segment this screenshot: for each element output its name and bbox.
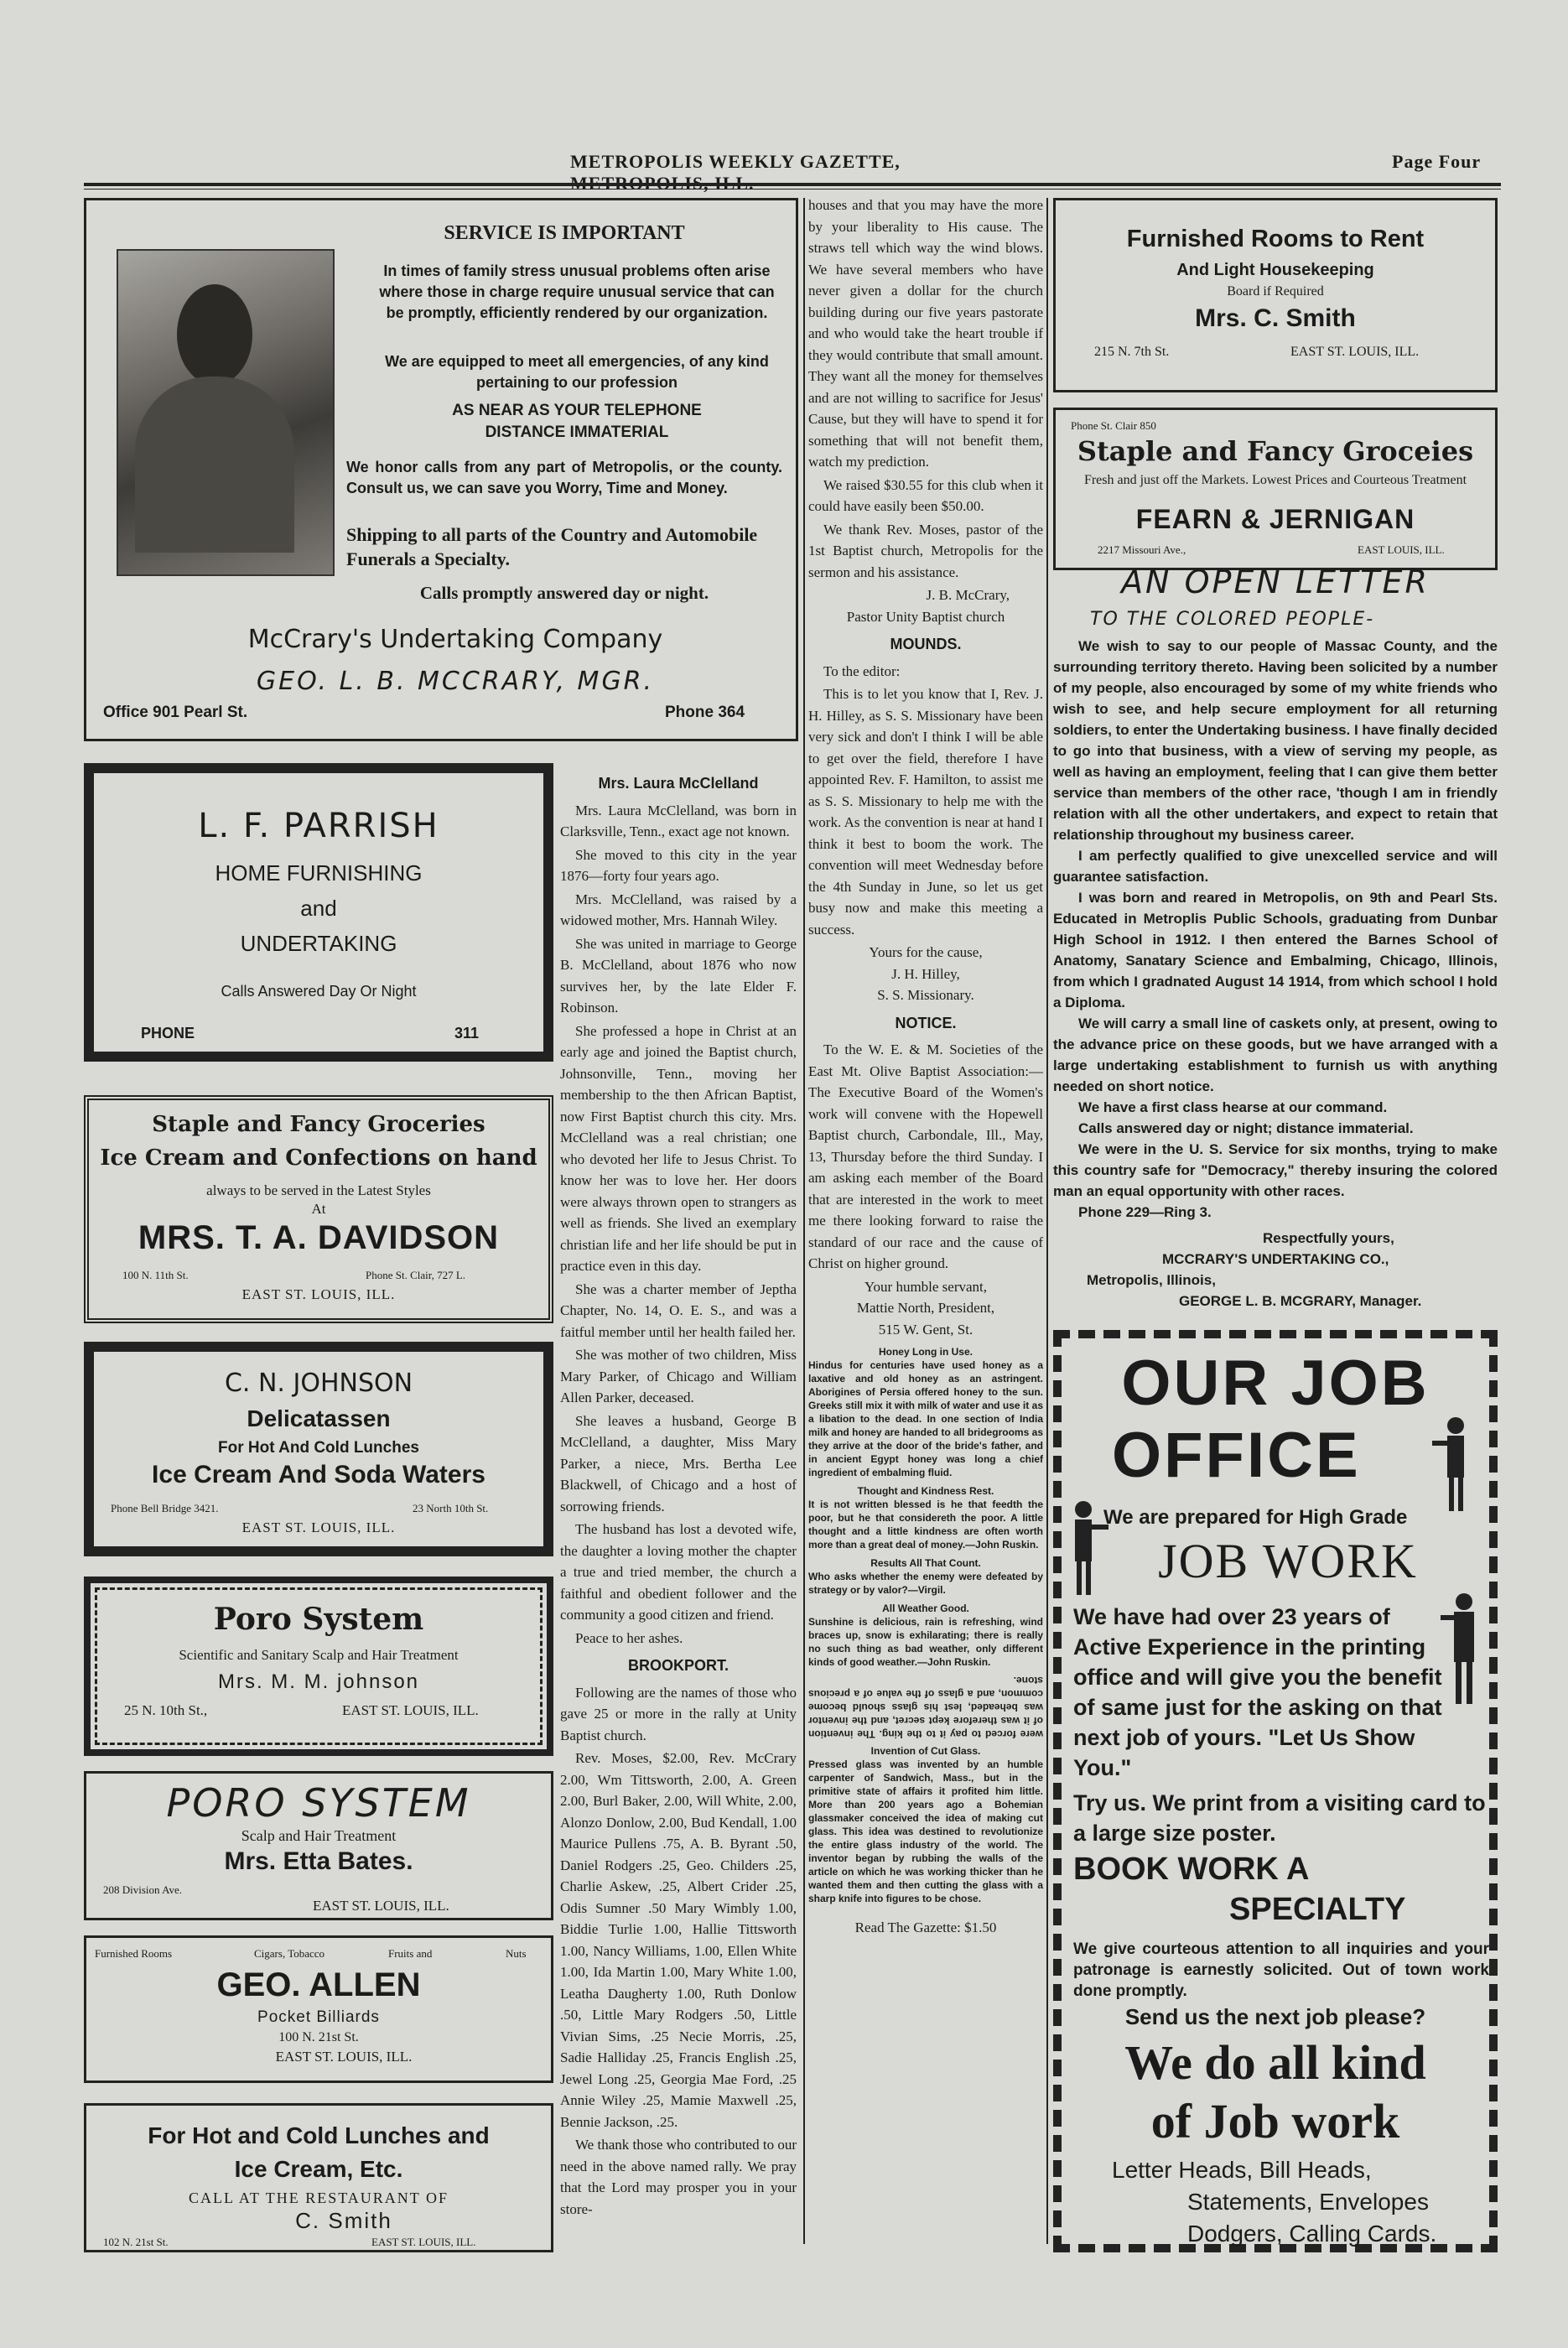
mccrary-company: McCrary's Undertaking Company xyxy=(247,625,663,654)
letter-salutation: TO THE COLORED PEOPLE- xyxy=(1090,609,1375,630)
results-heading: Results All That Count. xyxy=(870,1557,981,1569)
fearn-phone: Phone St. Clair 850 xyxy=(1071,419,1156,432)
mccrary-text-1: In times of family stress unusual problems often arise where those in charge require unusual service that can be promptly, efficiently rendered by our organization. xyxy=(379,262,775,321)
obituary-para: The husband has lost a devoted wife, the daughter a loving mother the chapter a true and tried member, the church a faithful and obedient follower and the community a good citizen and friend. xyxy=(560,1521,797,1623)
smith-rest-line-2: Ice Cream, Etc. xyxy=(234,2156,403,2182)
parrish-phone: 311 xyxy=(454,1025,480,1042)
letter-para: We wish to say to our people of Massac County, and the surrounding territory thereto. Having been solicited by a number of my people, also encouraged by some of my white friends who wish to see, and help secure employment for all returning soldiers, to enter the Undertaking business. I have finally decided to go into that business, with a view of serving my people, as well as having an employment, feeling that I can give them better service than members of the other race, 'though I am in friendly relation with all the other undertakers, and expect to retain that relationship throughout my business career. xyxy=(1053,638,1498,843)
letter-para: We will carry a small line of caskets only, at present, owing to the advance price on these goods, but we have arranged with a large undertaking establishment to furnish us with anything needed on short notice. xyxy=(1053,1016,1498,1094)
pointing-man-icon xyxy=(1439,1590,1489,1707)
poro2-city: EAST ST. LOUIS, ILL. xyxy=(313,1898,449,1914)
poro-ad-1 xyxy=(84,1577,553,1756)
allen-top-2: Cigars, Tobacco xyxy=(254,1947,325,1960)
masthead: METROPOLIS WEEKLY GAZETTE, xyxy=(570,151,901,172)
poro2-address: 208 Division Ave. xyxy=(103,1883,183,1896)
poro2-title: PORO SYSTEM xyxy=(166,1780,471,1826)
col3-signature: Your humble servant, xyxy=(864,1278,988,1295)
rooms-ad xyxy=(1053,198,1498,392)
thought-text: It is not written blessed is he that feedth the poor, but he that considereth the poor. A little thought and a little kindness are often worth more than a great deal of money.—John Ruskin. xyxy=(808,1499,1043,1551)
col3-signature: Yours for the cause, xyxy=(869,944,983,960)
job-office-ad xyxy=(1053,1330,1498,2252)
parrish-phone-label: PHONE xyxy=(141,1025,195,1042)
poro1-name: Mrs. M. M. johnson xyxy=(217,1670,420,1693)
open-letter-body xyxy=(1053,636,1498,1312)
job-line-7: BOOK WORK A xyxy=(1073,1852,1310,1887)
letter-closing: GEORGE L. B. MCGRARY, Manager. xyxy=(1179,1293,1422,1309)
davidson-phone: Phone St. Clair, 727 L. xyxy=(366,1269,466,1281)
inverted-text: were forced to pay it to the king. The invention of it was therefore kept secret, and the inventor was beheaded, lest his glass should become common, and a glass of the value of a precious stone. xyxy=(808,1675,1043,1740)
mccrary-title: SERVICE IS IMPORTANT xyxy=(444,222,685,244)
mccrary-text-6: Shipping to all parts of the Country and Automobile Funerals a Specialty. xyxy=(346,524,758,569)
rooms-line-1: Furnished Rooms to Rent xyxy=(1126,226,1425,252)
poro1-city: EAST ST. LOUIS, ILL. xyxy=(342,1702,479,1718)
portrait-coat xyxy=(135,377,294,553)
mccrary-text-3: AS NEAR AS YOUR TELEPHONE xyxy=(452,402,702,419)
weather-heading: All Weather Good. xyxy=(882,1603,969,1614)
col3-signature: J. B. McCrary, xyxy=(926,587,1010,603)
letter-para: Calls answered day or night; distance immaterial. xyxy=(1078,1120,1414,1136)
column-2 xyxy=(560,766,797,2221)
letter-closing: MCCRARY'S UNDERTAKING CO., xyxy=(1162,1251,1389,1267)
col3-signature: Mattie North, President, xyxy=(856,1300,995,1316)
davidson-line-1: Staple and Fancy Groceries xyxy=(152,1112,485,1137)
job-line-4: JOB WORK xyxy=(1158,1534,1418,1588)
mccrary-text-5: We honor calls from any part of Metropolis, or the county. Consult us, we can save you Worry, Time and Money. xyxy=(346,459,782,496)
johnson-ad xyxy=(84,1342,553,1556)
page-number: Page Four xyxy=(1392,151,1482,172)
job-line-8: SPECIALTY xyxy=(1229,1892,1406,1927)
mccrary-phone: Phone 364 xyxy=(665,704,745,721)
obituary-heading: Mrs. Laura McClelland xyxy=(598,775,759,792)
letter-para: Phone 229—Ring 3. xyxy=(1078,1204,1212,1220)
gazette-subscription: Read The Gazette: $1.50 xyxy=(854,1919,997,1935)
johnson-city: EAST ST. LOUIS, ILL. xyxy=(241,1519,396,1535)
portrait-head xyxy=(177,284,252,385)
letter-closing: Respectfully yours, xyxy=(1263,1230,1394,1246)
parrish-calls: Calls Answered Day Or Night xyxy=(221,983,417,1000)
fearn-line-1: Staple and Fancy Groceies xyxy=(1077,435,1474,467)
rooms-address: 215 N. 7th St. xyxy=(1094,345,1170,359)
allen-city: EAST ST. LOUIS, ILL. xyxy=(275,2049,413,2065)
fearn-city: EAST LOUIS, ILL. xyxy=(1358,543,1445,556)
job-line-12: of Job work xyxy=(1150,2094,1400,2148)
mccrary-office: Office 901 Pearl St. xyxy=(103,704,248,721)
obituary-para: She was a charter member of Jeptha Chapter, No. 14, O. E. S., and was a faitful member until her health failed her. xyxy=(560,1280,797,1340)
fearn-name: FEARN & JERNIGAN xyxy=(1135,504,1415,534)
header-rule xyxy=(84,183,1501,186)
col3-para: To the W. E. & M. Societies of the East Mt. Olive Baptist Association:—The Executive Board of the Women's work will convene with the Hopewell Baptist church, Carbondale, Ill., May, 13, Thursday before the third Sunday. I am asking each member of the Board that are interested in the work to meet me there looking forward to raise the standard of our race and the cause of Christ on higher ground. xyxy=(808,1042,1043,1271)
job-line-11: We do all kind xyxy=(1124,2035,1426,2090)
obituary-para: She moved to this city in the year 1876—forty four years ago. xyxy=(560,846,797,884)
job-line-10: Send us the next job please? xyxy=(1124,2004,1426,2029)
col3-signature: S. S. Missionary. xyxy=(877,987,974,1003)
parrish-line-1: HOME FURNISHING xyxy=(215,860,423,886)
poro1-line-1: Scientific and Sanitary Scalp and Hair Treatment xyxy=(179,1647,459,1663)
davidson-line-2: Ice Cream and Confections on hand xyxy=(100,1145,537,1171)
job-line-14: Statements, Envelopes xyxy=(1187,2189,1429,2215)
column-3 xyxy=(808,195,1043,1939)
johnson-line-2: For Hot And Cold Lunches xyxy=(218,1439,419,1457)
obituary-para: Mrs. McClelland, was raised by a widowed mother, Mrs. Hannah Wiley. xyxy=(560,891,797,928)
allen-address: 100 N. 21st St. xyxy=(278,2030,359,2044)
col3-para: We thank Rev. Moses, pastor of the 1st Baptist church, Metropolis for the sermon and his assistance. xyxy=(808,521,1043,580)
allen-top-4: Nuts xyxy=(506,1947,527,1960)
col3-signature: Pastor Unity Baptist church xyxy=(846,608,1005,625)
job-line-1: OUR JOB xyxy=(1121,1348,1430,1419)
johnson-address: 23 North 10th St. xyxy=(413,1502,489,1514)
column-separator xyxy=(1046,198,1048,2244)
davidson-name: MRS. T. A. DAVIDSON xyxy=(138,1219,500,1256)
poro1-title: Poro System xyxy=(213,1602,424,1637)
allen-ad xyxy=(84,1935,553,2083)
johnson-phone: Phone Bell Bridge 3421. xyxy=(111,1502,219,1514)
rooms-line-2: And Light Housekeeping xyxy=(1176,261,1374,279)
poro-ad-2 xyxy=(84,1771,553,1920)
obituary-para: Peace to her ashes. xyxy=(575,1629,683,1646)
fearn-address: 2217 Missouri Ave., xyxy=(1098,543,1186,556)
davidson-address: 100 N. 11th St. xyxy=(122,1269,189,1281)
col3-signature: J. H. Hilley, xyxy=(891,965,960,982)
davidson-city: EAST ST. LOUIS, ILL. xyxy=(241,1286,396,1302)
allen-top-1: Furnished Rooms xyxy=(95,1947,173,1960)
fearn-line-2: Fresh and just off the Markets. Lowest Prices and Courteous Treatment xyxy=(1083,473,1467,487)
notice-heading: NOTICE. xyxy=(895,1014,957,1031)
honey-heading: Honey Long in Use. xyxy=(878,1346,973,1358)
thought-heading: Thought and Kindness Rest. xyxy=(857,1485,994,1497)
parrish-ad xyxy=(84,763,553,1062)
rooms-name: Mrs. C. Smith xyxy=(1195,304,1356,332)
job-line-15: Dodgers, Calling Cards. xyxy=(1187,2221,1437,2247)
job-line-3: We are prepared for High Grade xyxy=(1103,1506,1408,1529)
fearn-ad xyxy=(1053,408,1498,570)
job-line-2: OFFICE xyxy=(1112,1420,1361,1491)
letter-para: We were in the U. S. Service for six months, trying to make this country safe for "Democracy," thereby insuring the colored man an equal opportunity with other races. xyxy=(1053,1141,1498,1199)
davidson-ad xyxy=(84,1095,553,1323)
letter-para: I am perfectly qualified to give unexcelled service and will guarantee satisfaction. xyxy=(1053,848,1498,885)
mccrary-manager: GEO. L. B. MCCRARY, MGR. xyxy=(256,667,655,696)
poro2-line-1: Scalp and Hair Treatment xyxy=(241,1827,397,1844)
mccrary-text-4: DISTANCE IMMATERIAL xyxy=(485,423,669,441)
column-separator xyxy=(803,198,805,2244)
smith-rest-line-3: CALL AT THE RESTAURANT OF xyxy=(189,2190,449,2206)
obituary-para: She professed a hope in Christ at an early age and joined the Baptist church, Johnsonville, Tenn., moving her membership to the then African Baptist, now First Baptist church this city. Mrs. McClelland was a real christian; one who devoted her life to Jesus Christ. To know her was to love her. Her doors were always thrown open to strangers as well as friends. She lived an exemplary christian life and her life should be put in practice even in this day. xyxy=(560,1022,797,1274)
obituary-para: She was united in marriage to George B. McClelland, about 1876 who now survives her, by the late Elder F. Robinson. xyxy=(560,935,797,1016)
obituary-para: Mrs. Laura McClelland, was born in Clarksville, Tenn., exact age not known. xyxy=(560,802,797,839)
brookport-para: Following are the names of those who gave 25 or more in the rally at Unity Baptist church. xyxy=(560,1684,797,1743)
johnson-name: C. N. JOHNSON xyxy=(224,1369,413,1398)
poro2-name: Mrs. Etta Bates. xyxy=(224,1847,413,1875)
smith-rest-address: 102 N. 21st St. xyxy=(103,2236,169,2248)
obituary-para: She was mother of two children, Miss Mary Parker, of Chicago and William Allen Parker, deceased. xyxy=(560,1347,797,1405)
mccrary-text-7: Calls promptly answered day or night. xyxy=(419,583,709,603)
smith-rest-name: C. Smith xyxy=(295,2208,392,2233)
col3-signature: 515 W. Gent, St. xyxy=(878,1321,974,1338)
mccrary-ad xyxy=(84,198,798,741)
parrish-name: L. F. PARRISH xyxy=(198,807,439,845)
col3-para: To the editor: xyxy=(823,662,901,679)
poro1-address: 25 N. 10th St., xyxy=(124,1702,208,1718)
cut-glass-heading: Invention of Cut Glass. xyxy=(870,1745,981,1757)
letter-closing: Metropolis, Illinois, xyxy=(1087,1272,1216,1288)
allen-top-3: Fruits and xyxy=(388,1947,433,1960)
portrait-photo xyxy=(117,249,335,576)
davidson-line-3: always to be served in the Latest Styles xyxy=(206,1182,431,1198)
brookport-para: Rev. Moses, $2.00, Rev. McCrary 2.00, Wm Tittsworth, 2.00, A. Green 2.00, Burl Baker, 2.00, Will White, 2.00, Alonzo Donlow, 2.00, Bud Kendall, 1.00 Maurice Pullens .75, A. B. Byrant .50, Daniel Rodgers .25, Geo. Childers .25, Charlie Askew, .25, Albert Crider .25, Odis Sumner .50 Mary Wimbly 1.00, Biddie Turlie 1.00, Hallie Tittsworth 1.00, Nancy Williams, 1.00, Ellen White 1.00, Ida Martin 1.00, Mary White 1.00, Leatha Daugherty 1.00, Ruth Donlow .50, Little Mary Rodgers .50, Little Vivian Sims, .25 Necie Morris, .25, Sadie Halliday .25, Francis English .25, Jewel Long .25, Georgia Mae Ford, .25 Annie Wiley .25, Mamie Maxwell .25, Bennie Jackson, .25. xyxy=(560,1750,797,2130)
mccrary-text-2: We are equipped to meet all emergencies, of any kind pertaining to our profession xyxy=(385,353,769,391)
brookport-heading: BROOKPORT. xyxy=(627,1657,729,1674)
weather-text: Sunshine is delicious, rain is refreshing, wind braces up, snow is exhilarating; there is really no such thing as bad weather, only different kinds of good weather.—John Ruskin. xyxy=(808,1616,1043,1668)
cut-glass-text: Pressed glass was invented by an humble carpenter of Sandwich, Mass., but in the primitive state of affairs it profited him little. More than 200 years ago a Bohemian glassmaker conceived the idea of making cut glass. This idea was destined to revolutionize the entire glass industry of the world. The inventor began by rubbing the walls of the article on which he was working thicker than he wanted them and then cutting the glass with a sharp knife into figures to be chose. xyxy=(808,1758,1043,1904)
col3-para: This is to let you know that I, Rev. J. H. Hilley, as S. S. Missionary have been very sick and don't I think I will be able to get over the field, therefore I have appointed Rev. F. Hamilton, to assist me as S. S. Missionary to help me with the work. As the convention is near at hand I think it best to boom the work. The convention will meet Wednesday before the 4th Sunday in June, so let us get busy now and make this meeting a success. xyxy=(808,686,1043,938)
smith-rest-line-1: For Hot and Cold Lunches and xyxy=(148,2122,490,2148)
parrish-line-3: UNDERTAKING xyxy=(240,931,397,956)
letter-para: I was born and reared in Metropolis, on 9th and Pearl Sts. Educated in Metroplis Public Schools, graduating from Dunbar High School in 1912. I then entered the Barnes School of Anatomy, Sanatary Science and Embalming, Chicago, Illinois, from which I gradnated August 14 1914, from which school I hold a Diploma. xyxy=(1053,890,1498,1010)
letter-title: AN OPEN LETTER xyxy=(1121,564,1430,600)
allen-line-1: Pocket Billiards xyxy=(257,2008,380,2026)
col3-para: houses and that you may have the more by your liberality to His cause. The straws tell which way the wind blows. We have several members who have never given a dollar for the church building during our five years pastorate and who would take the heart trouble if they would contribute that small amount. They want all the money for themselves and are not willing to sacrifice for Jesus' Cause, but they will have to spend it for something that will not benefit them, watch my prediction. xyxy=(808,197,1043,470)
job-line-13: Letter Heads, Bill Heads, xyxy=(1112,2157,1372,2183)
job-line-5: We have had over 23 years of Active Experience in the printing office and will give you the benefit of same just for the asking on that next job of yours. "Let Us Show You." xyxy=(1073,1604,1442,1780)
rooms-line-3: Board if Required xyxy=(1227,284,1324,299)
results-text: Who asks whether the enemy were defeated by strategy or by valor?—Virgil. xyxy=(808,1571,1043,1596)
allen-name: GEO. ALLEN xyxy=(216,1966,421,2003)
davidson-at: At xyxy=(311,1201,326,1217)
smith-rest-city: EAST ST. LOUIS, ILL. xyxy=(371,2236,476,2248)
obituary-para: She leaves a husband, George B McClelland, a daughter, Miss Mary Parker, a niece, Mrs. Bertha Lee Blackwell, of Chicago and a host of sorrowing friends. xyxy=(560,1412,797,1514)
brookport-para: We thank those who contributed to our need in the above named rally. We pray that the Lord may prosper you in your store- xyxy=(560,2137,797,2217)
pointing-man-icon xyxy=(1430,1414,1481,1514)
header-rule-thin xyxy=(84,189,1501,190)
letter-para: We have a first class hearse at our command. xyxy=(1078,1099,1388,1115)
rooms-city: EAST ST. LOUIS, ILL. xyxy=(1290,345,1420,359)
job-line-9: We give courteous attention to all inquiries and your patronage is earnestly solicited. Out of town work done promptly. xyxy=(1073,1940,1489,2000)
job-line-6: Try us. We print from a visiting card to a large size poster. xyxy=(1073,1790,1486,1846)
johnson-line-1: Delicatassen xyxy=(247,1405,391,1431)
col3-para: We raised $30.55 for this club when it could have easily been $50.00. xyxy=(808,476,1043,514)
johnson-line-3: Ice Cream And Soda Waters xyxy=(152,1461,485,1488)
smith-restaurant-ad xyxy=(84,2103,553,2252)
parrish-line-2: and xyxy=(300,896,337,921)
honey-text: Hindus for centuries have used honey as a laxative and old honey as an astringent. Aborigines of Persia offered honey to the sun. Greeks still mix it with milk of water and use it as a libation to the dead. In one section of India milk and honey are handed to all bridegrooms as they arrive at the door of the bride's father, and in ancient Egypt honey was long a chief ingredient of embalming fluid. xyxy=(808,1359,1043,1478)
mounds-heading: MOUNDS. xyxy=(890,636,962,652)
